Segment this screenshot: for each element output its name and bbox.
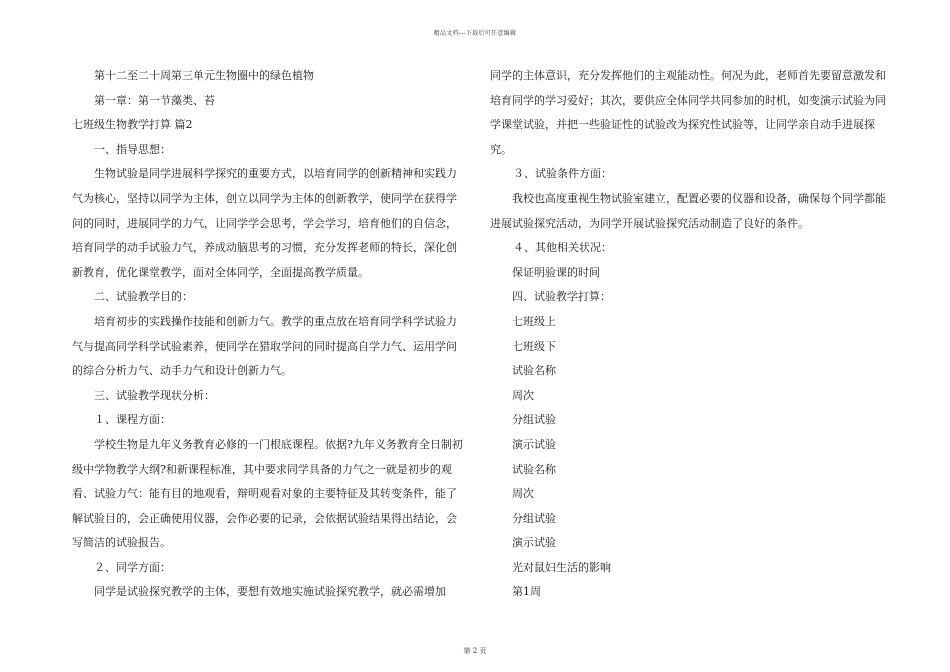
paragraph: 七班级上 [512,314,556,328]
paragraph: 我校也高度重视生物试验室建立，配置必要的仪器和设备，确保每个同学都能进展试验探究活动，为同学开展试验探究活动制造了良好的条件。 [490,191,886,230]
paragraph: 二、试验教学目的： [94,290,193,304]
paragraph: 演示试验 [512,536,556,550]
paragraph: 第一章：第一节藻类、苔 [94,93,215,107]
paragraph: 生物试验是同学进展科学探究的重要方式，以培育同学的创新精神和实践力气为核心，坚持以同学为主体，创立以同学为主体的创新教学，使同学在获得学问的同时，进展同学的力气，让同学学会思考，学会学习，培育他们的自信念，培育同学的动手试验力气，养成动脑思考的习惯，充分发挥老师的特长，深化创新教育，优化课堂教学，面对全体同学，全面提高教学质量。 [72,167,457,279]
paragraph: 第十二至二十周第三单元生物圈中的绿色植物 [94,69,314,82]
paragraph: １、课程方面： [94,413,171,427]
paragraph: 周次 [512,388,534,402]
paragraph: ３、试验条件方面： [513,167,612,181]
paragraph: 七班级下 [512,339,556,353]
paragraph: 试验名称 [512,364,556,378]
paragraph: 周次 [512,487,534,501]
page-number: 第 2 页 [463,647,487,655]
paragraph: 演示试验 [512,437,556,451]
paragraph: 一、指导思想： [94,142,171,156]
page-header: 精品文档---下载后可任意编辑 [433,30,517,37]
left-column [72,64,467,605]
paragraph: 三、试验教学现状分析： [94,388,215,402]
paragraph: 培育初步的实践操作技能和创新力气。教学的重点放在培育同学科学试验力气与提高同学科学试验素养，使同学在猎取学问的同时提高自学力气、运用学问的综合分析力气、动手力气和设计创新力气。 [72,314,457,378]
paragraph: 光对鼠妇生活的影响 [512,560,611,574]
paragraph: 七班级生物教学打算 篇2 [72,118,193,132]
paragraph: 同学的主体意识，充分发挥他们的主观能动性。何况为此，老师首先要留意激发和培育同学的学习爱好；其次，要供应全体同学共同参加的时机，如变演示试验为同学课堂试验，并把一些验证性的试验改为探究性试验等，让同学亲自动手进展探究。 [490,69,886,156]
paragraph: ４、其他相关状况： [513,241,612,255]
paragraph: 学校生物是九年义务教育必修的一门根底课程。依据?九年义务教育全日制初级中学物教学大纲?和新课程标准，其中要求同学具备的力气之一就是初步的观看、试验力气：能有目的地观看，辩明观看对象的主要特征及其转变条件，能了解试验目的，会正确使用仪器，会作必要的记录，会依据试验结果得出结论，会写简洁的试验报告。 [72,437,463,550]
paragraph: 四、试验教学打算： [512,290,611,304]
paragraph: 保证明验课的时间 [512,265,600,279]
paragraph: 分组试验 [512,511,556,525]
paragraph: 分组试验 [512,413,556,427]
paragraph: 试验名称 [512,462,556,476]
right-column [490,64,890,605]
paragraph: 同学是试验探究教学的主体，要想有效地实施试验探究教学，就必需增加 [94,585,446,599]
paragraph: 第1周 [512,585,541,599]
paragraph: ２、同学方面： [94,560,171,574]
